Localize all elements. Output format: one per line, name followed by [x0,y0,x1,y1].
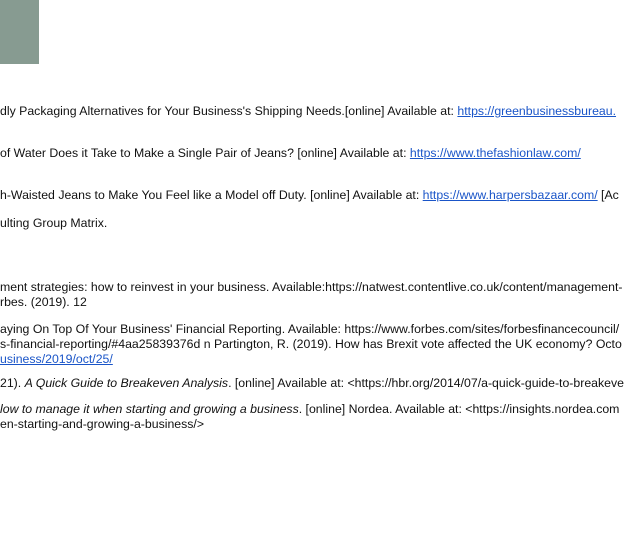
color-swatch-block [0,0,39,64]
reference-title: A Quick Guide to Breakeven Analysis [24,376,229,390]
reference-text-tail: . [online] Nordea. Available at: <https://insights.nordea.com [298,402,620,416]
reference-link[interactable]: https://greenbusinessbureau. [457,104,617,118]
reference-packaging [0,104,616,119]
reference-management-strategies [0,280,622,310]
reference-text: ulting Group Matrix. [0,216,108,230]
reference-text: h-Waisted Jeans to Make You Feel like a Model off Duty. [online] Available at: [0,188,423,202]
reference-text-tail: [Ac [597,188,619,202]
reference-text: 21). [0,376,25,390]
reference-water-jeans [0,146,581,161]
reference-line-2: s-financial-reporting/#4aa25839376d n Partington, R. (2019). How has Brexit vote affected the UK economy? Octo [0,337,622,351]
reference-line-1: ment strategies: how to reinvest in your business. Available:https://natwest.contentlive.co.uk/content/management- [0,280,623,294]
reference-text-tail: . [online] Available at: <https://hbr.org/2014/07/a-quick-guide-to-breakeve [228,376,624,390]
reference-text: of Water Does it Take to Make a Single Pair of Jeans? [online] Available at: [0,146,410,160]
reference-line-2: rbes. (2019). 12 [0,295,87,309]
reference-line-1: aying On Top Of Your Business' Financial Reporting. Available: https://www.forbes.com/sites/forbesfinancecouncil/ [0,322,620,336]
reference-text: dly Packaging Alternatives for Your Business's Shipping Needs.[online] Available at: [0,104,458,118]
reference-consulting-matrix [0,216,107,231]
reference-financial-reporting [0,322,622,367]
reference-nordea [0,402,619,432]
reference-link[interactable]: https://www.harpersbazaar.com/ [422,188,598,202]
reference-line-2: en-starting-and-growing-a-business/> [0,417,205,431]
reference-breakeven-analysis [0,376,624,391]
reference-high-waisted-jeans [0,188,619,203]
reference-link[interactable]: usiness/2019/oct/25/ [0,352,113,366]
reference-link[interactable]: https://www.thefashionlaw.com/ [409,146,581,160]
reference-title: low to manage it when starting and growing a business [0,402,299,416]
